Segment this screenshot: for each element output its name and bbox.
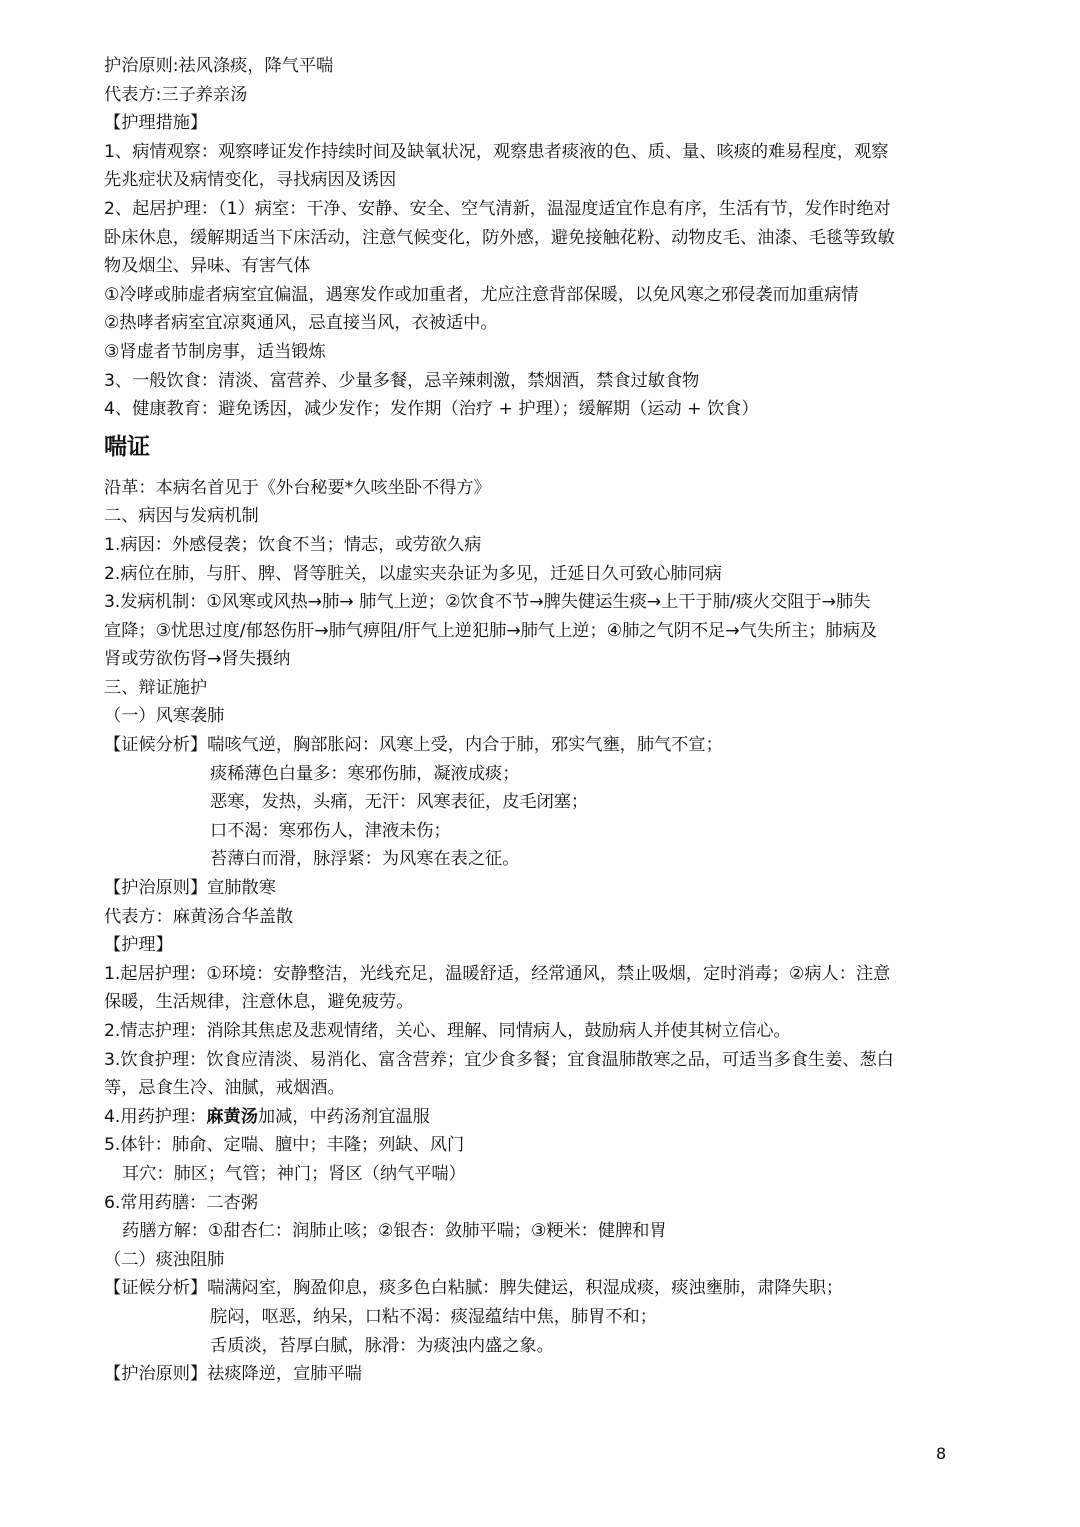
text-line: 宣降；③忧思过度/郁怒伤肝→肺气痹阻/肝气上逆犯肺→肺气上逆；④肺之气阴不足→气失所主；肺病及 [104, 620, 878, 641]
text-line: 3.发病机制：①风寒或风热→肺→ 肺气上逆；②饮食不节→脾失健运生痰→上干于肺/痰火交阻于→肺失 [104, 592, 871, 613]
symptom-row [104, 760, 984, 789]
section-asthma-care [104, 52, 984, 424]
symptom-text: 痰稀薄色白量多：寒邪伤肺，凝液成痰； [210, 763, 520, 784]
text-line: 保暖，生活规律，注意休息，避免疲劳。 [104, 992, 414, 1013]
text-line: 二、病因与发病机制 [104, 506, 259, 527]
text-line: ③肾虚者节制房事，适当锻炼 [104, 341, 326, 362]
symptom-text: 苔薄白而滑，脉浮紧：为风寒在表之征。 [210, 849, 520, 870]
symptom-text: 脘闷，呕恶，纳呆，口粘不渴：痰湿蕴结中焦，肺胃不和； [210, 1306, 657, 1327]
text-line: 5.体针：肺俞、定喘、膻中；丰隆；列缺、风门 [104, 1135, 465, 1156]
symptom-row [104, 788, 984, 817]
text-line: 1.病因：外感侵袭；饮食不当；情志，或劳欲久病 [104, 534, 482, 555]
bullet-icon [104, 788, 210, 817]
text-line: 4、健康教育：避免诱因，减少发作；发作期（治疗 + 护理）；缓解期（运动 + 饮食） [104, 399, 759, 420]
text-line: 【护理措施】 [104, 113, 208, 134]
drug-line-suffix: 加减，中药汤剂宜温服 [257, 1106, 430, 1127]
text-line: （一）风寒袭肺 [104, 706, 225, 727]
drug-line-prefix: 4.用药护理： [104, 1106, 207, 1127]
bullet-icon [104, 817, 210, 846]
text-line: 【护治原则】祛痰降逆，宣肺平喘 [104, 1364, 362, 1385]
text-line: 沿革：本病名首见于《外台秘要*久咳坐卧不得方》 [104, 477, 491, 498]
text-line: 2.病位在肺，与肝、脾、肾等脏关，以虚实夹杂证为多见，迁延日久可致心肺同病 [104, 563, 722, 584]
text-line: 3.饮食护理：饮食应清淡、易消化、富含营养；宜少食多餐；宜食温肺散寒之品，可适当多食生姜、葱白 [104, 1049, 894, 1070]
text-line: 1、病情观察：观察哮证发作持续时间及缺氧状况，观察患者痰液的色、质、量、咳痰的难易程度，观察 [104, 141, 889, 162]
symptom-text: 舌质淡，苔厚白腻，脉滑：为痰浊内盛之象。 [210, 1335, 554, 1356]
drug-name-bold: 麻黄汤 [206, 1106, 258, 1127]
bullet-icon [104, 760, 210, 789]
text-line: 【证候分析】喘满闷室，胸盈仰息，痰多色白粘腻：脾失健运，积湿成痰，痰浊壅肺，肃降失职； [104, 1278, 844, 1299]
symptom-row [104, 817, 984, 846]
bullet-icon [104, 1303, 210, 1332]
text-line: 卧床休息，缓解期适当下床活动，注意气候变化，防外感，避免接触花粉、动物皮毛、油漆、毛毯等致敏 [104, 227, 895, 248]
symptom-row [104, 845, 984, 874]
text-line: 药膳方解：①甜杏仁：润肺止咳；②银杏：敛肺平喘；③粳米：健脾和胃 [122, 1221, 667, 1242]
text-line: 耳穴：肺区；气管；神门；肾区（纳气平喘） [122, 1163, 466, 1184]
text-line: 肾或劳欲伤肾→肾失摄纳 [104, 649, 291, 670]
text-line: 2.情志护理：消除其焦虑及悲观情绪，关心、理解、同情病人，鼓励病人并使其树立信心。 [104, 1021, 791, 1041]
text-line: 护治原则:祛风涤痰，降气平喘 [104, 56, 334, 76]
page-number: 8 [936, 1444, 947, 1463]
symptom-row [104, 1303, 984, 1332]
page-content [104, 52, 984, 1389]
text-line: 物及烟尘、异味、有害气体 [104, 256, 311, 277]
text-line: 【护理】 [104, 935, 173, 956]
bullet-icon [104, 1332, 210, 1361]
text-line: ②热哮者病室宜凉爽通风，忌直接当风，衣被适中。 [104, 313, 498, 334]
text-line: 代表方：麻黄汤合华盖散 [104, 906, 294, 927]
text-line: 【护治原则】宣肺散寒 [104, 878, 276, 899]
text-line: 1.起居护理：①环境：安静整洁，光线充足，温暖舒适，经常通风，禁止吸烟，定时消毒；②病人：注意 [104, 963, 891, 984]
symptom-text: 口不渴：寒邪伤人，津液未伤； [210, 820, 451, 841]
text-line: 三、辩证施护 [104, 677, 208, 698]
section-heading: 喘证 [104, 433, 150, 460]
text-line: 【证候分析】喘咳气逆，胸部胀闷：风寒上受，内合于肺，邪实气壅，肺气不宣； [104, 735, 723, 756]
section-dyspnea [104, 474, 984, 1389]
bullet-icon [104, 845, 210, 874]
text-line: （二）痰浊阻肺 [104, 1249, 225, 1270]
text-line: ①冷哮或肺虚者病室宜偏温，遇寒发作或加重者，尤应注意背部保暖，以免风寒之邪侵袭而加重病情 [104, 284, 859, 305]
drug-care-line [104, 1103, 984, 1132]
text-line: 2、起居护理：（1）病室：干净、安静、安全、空气清新，温湿度适宜作息有序，生活有节，发作时绝对 [104, 198, 891, 219]
text-line: 3、一般饮食：清淡、富营养、少量多餐，忌辛辣刺激，禁烟酒，禁食过敏食物 [104, 370, 700, 391]
symptom-text: 恶寒，发热，头痛，无汗：风寒表征，皮毛闭塞； [210, 792, 589, 813]
text-line: 等，忌食生冷、油腻，戒烟酒。 [104, 1078, 345, 1099]
symptom-row [104, 1332, 984, 1361]
text-line: 6.常用药膳：二杏粥 [104, 1192, 258, 1213]
text-line: 先兆症状及病情变化，寻找病因及诱因 [104, 170, 397, 191]
text-line: 代表方:三子养亲汤 [104, 84, 248, 105]
